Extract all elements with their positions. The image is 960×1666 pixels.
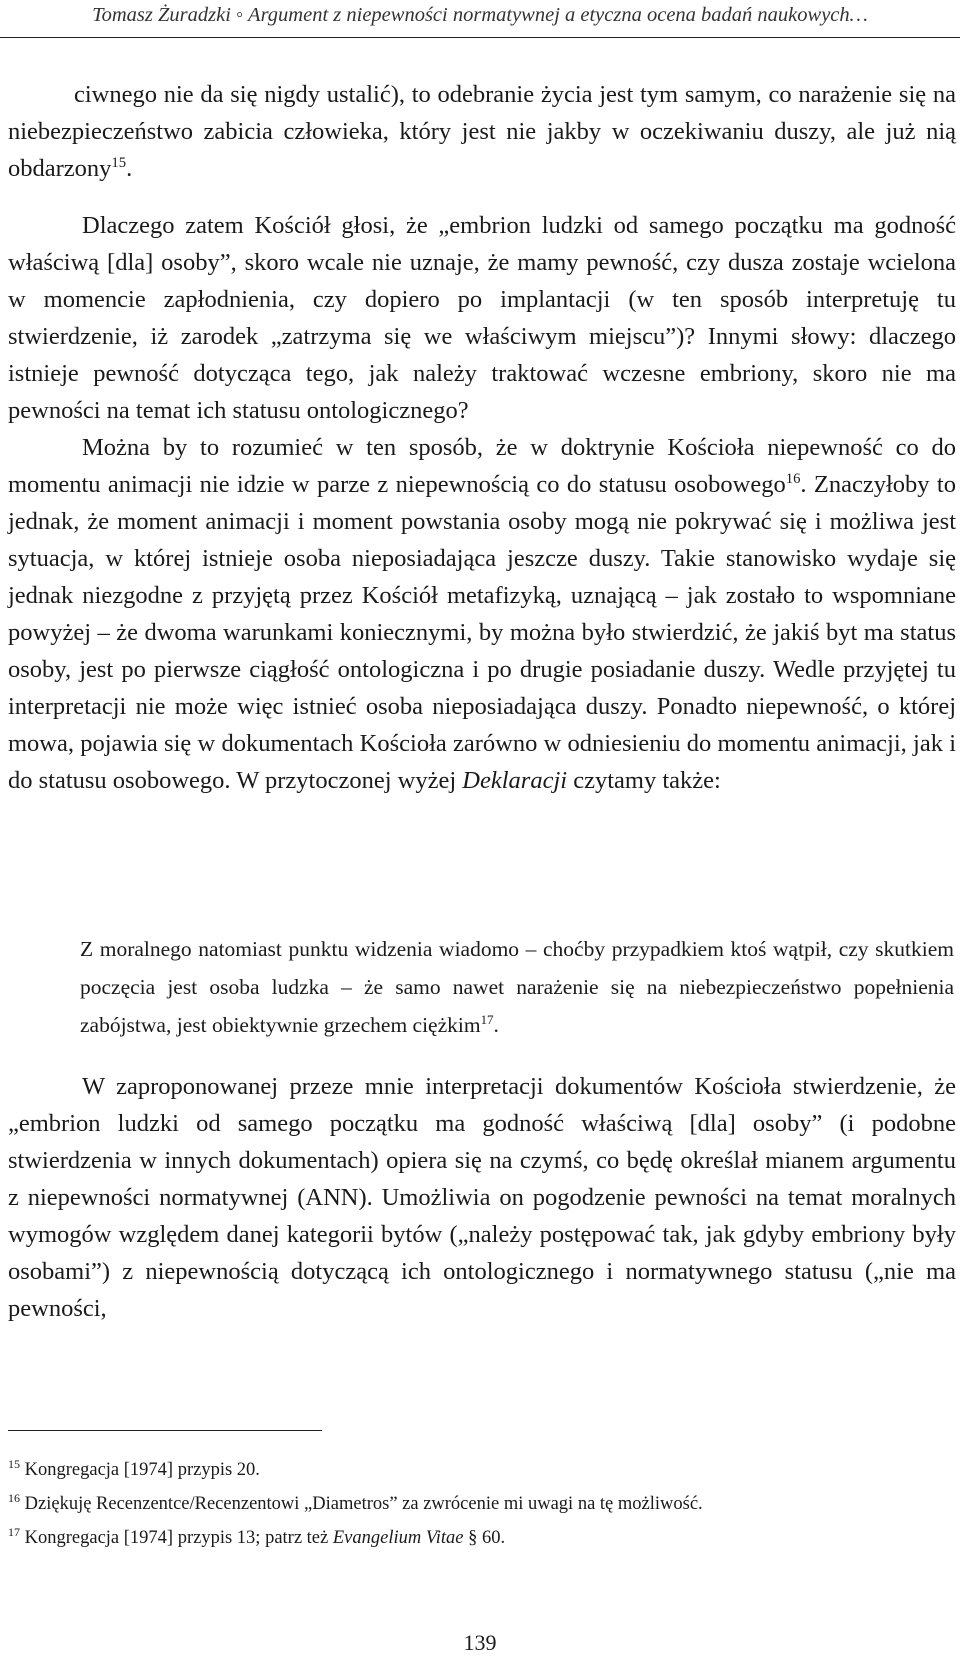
paragraph-3: W zaproponowanej przeze mnie interpretacji dokumentów Kościoła stwierdzenie, że „embrion ludzki od samego początku ma godność właściwą [dla] osoby” (i podobne stwierdzenia w innych dokumentach) opiera się na czymś, co będę określał mianem argumentu z niepewności normatywnej (ANN). Umożliwia on pogodzenie pewności na temat moralnych wymogów względem danej kategorii bytów („należy postępować tak, jak gdyby embriony były osobami”) z niepewnością dotyczącą ich ontologicznego i normatywnego statusu („nie ma pewności,: [8, 1073, 956, 1322]
paragraph-2-text-a: Można by to rozumieć w ten sposób, że w doktrynie Kościoła niepewność co do momentu animacji nie idzie w parze z niepewnością co do statusu osobowego: [8, 434, 956, 498]
paragraph-1: Dlaczego zatem Kościół głosi, że „embrion ludzki od samego początku ma godność właściwą [dla] osoby”, skoro wcale nie uznaje, że mamy pewność, czy dusza zostaje wcielona w momencie zapłodnienia, czy dopiero po implantacji (w ten sposób interpretuję tu stwierdzenie, iż zarodek „zatrzyma się we właściwym miejscu”)? Innymi słowy: dlaczego istnieje pewność dotycząca tego, jak należy traktować wczesne embriony, skoro nie ma pewności na temat ich statusu ontologicznego?: [8, 212, 956, 424]
quote-end: .: [493, 1013, 499, 1037]
running-header: Tomasz Żuradzki ◦ Argument z niepewności normatywnej a etyczna ocena badań naukowych…: [92, 4, 868, 26]
evangelium-vitae-emphasis: Evangelium Vitae: [332, 1528, 464, 1548]
continuation-paragraph: [8, 76, 956, 187]
footnote-number: 15: [8, 1456, 21, 1471]
deklaracji-emphasis: Deklaracji: [462, 767, 568, 794]
footnote-ref-17[interactable]: 17: [480, 1012, 494, 1027]
main-text: [8, 76, 956, 799]
footnote-number: 16: [8, 1490, 21, 1505]
footnote-rule: [8, 1430, 322, 1431]
footnote-text: Kongregacja [1974] przypis 13; patrz też: [24, 1528, 333, 1548]
block-quote: [80, 930, 954, 1044]
continuation-end: .: [126, 155, 133, 182]
footnote-17: [8, 1521, 958, 1555]
header-rule: [0, 37, 960, 38]
footnote-number: 17: [8, 1524, 21, 1539]
footnote-ref-15[interactable]: 15: [111, 154, 127, 171]
quote-text: Z moralnego natomiast punktu widzenia wiadomo – choćby przypadkiem ktoś wątpił, czy skutkiem poczęcia jest osoba ludzka – że samo nawet narażenie się na niebezpieczeństwo popełnienia zabójstwa, jest obiektywnie grzechem ciężkim: [80, 937, 954, 1037]
footnote-ref-16[interactable]: 16: [785, 470, 801, 487]
footnote-text: Dziękuję Recenzentce/Recenzentowi „Diametros” za zwrócenie mi uwagi na tę możliwość.: [24, 1494, 703, 1514]
paragraph-2-text-b: . Znaczyłoby to jednak, że moment animacji i moment powstania osoby mogą nie pokrywać się i możliwa jest sytuacja, w której istnieje osoba nieposiadająca jeszcze duszy. Takie stanowisko wydaje się jednak niezgodne z przyjętą przez Kościół metafizyką, uznającą – jak zostało to wspomniane powyżej – że dwoma warunkami koniecznymi, by można było stwierdzić, że jakiś byt ma status osoby, jest po pierwsze ciągłość ontologiczna i po drugie posiadanie duszy. Wedle przyjętej tu interpretacji nie może więc istnieć osoba nieposiadająca duszy. Ponadto niepewność, o której mowa, pojawia się w dokumentach Kościoła zarówno w odniesieniu do momentu animacji, jak i do statusu osobowego. W przytoczonej wyżej: [8, 471, 956, 794]
footnote-15: [8, 1453, 958, 1487]
paragraph-2-text-c: czytamy także:: [567, 767, 721, 794]
footnote-tail: § 60.: [463, 1528, 506, 1548]
footnotes: [8, 1453, 958, 1555]
footnote-text: Kongregacja [1974] przypis 20.: [24, 1460, 260, 1480]
page-number: 139: [463, 1630, 497, 1655]
main-text-continued: [8, 1068, 956, 1327]
paragraph-2: [8, 429, 956, 799]
continuation-text: ciwnego nie da się nigdy ustalić), to odebranie życia jest tym samym, co narażenie się na niebezpieczeństwo zabicia człowieka, który jest nie jakby w oczekiwaniu duszy, ale już nią obdarzony: [8, 81, 956, 182]
footnote-16: [8, 1487, 958, 1521]
